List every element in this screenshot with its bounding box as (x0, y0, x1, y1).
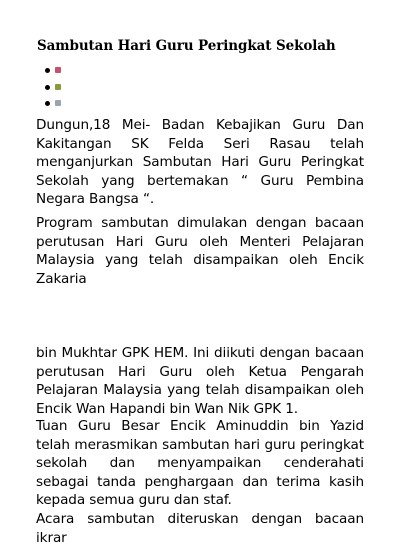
photo-thumbnail-icon[interactable] (55, 84, 61, 90)
list-item (45, 81, 55, 98)
paragraph-opening: Tuan Guru Besar Encik Aminuddin bin Yazid telah merasmikan sambutan hari guru peringkat sekolah dan menyampaikan cenderahati sebagai tanda penghargaan dan terima kasih kepada semua guru dan staf. (36, 418, 364, 509)
thumbnail-list (45, 64, 55, 114)
paragraph-continuation: bin Mukhtar GPK HEM. Ini diikuti dengan bacaan perutusan Hari Guru oleh Ketua Pengarah Pelajaran Malaysia yang telah disampaikan oleh Encik Wan Hapandi bin Wan Nik GPK 1. (36, 345, 364, 417)
photo-thumbnail-icon[interactable] (55, 100, 61, 106)
paragraph-closing: Acara sambutan diteruskan dengan bacaan ikrar (36, 511, 364, 546)
list-item (45, 64, 55, 81)
page-title: Sambutan Hari Guru Peringkat Sekolah (37, 38, 336, 54)
list-item (45, 97, 55, 114)
paragraph-program: Program sambutan dimulakan dengan bacaan perutusan Hari Guru oleh Menteri Pelajaran Malaysia yang telah disampaikan oleh Encik Zakaria (36, 215, 364, 287)
photo-thumbnail-icon[interactable] (55, 67, 61, 73)
paragraph-intro: Dungun,18 Mei- Badan Kebajikan Guru Dan Kakitangan SK Felda Seri Rasau telah menganjurkan Sambutan Hari Guru Peringkat Sekolah yang bertemakan “ Guru Pembina Negara Bangsa “. (36, 117, 364, 208)
